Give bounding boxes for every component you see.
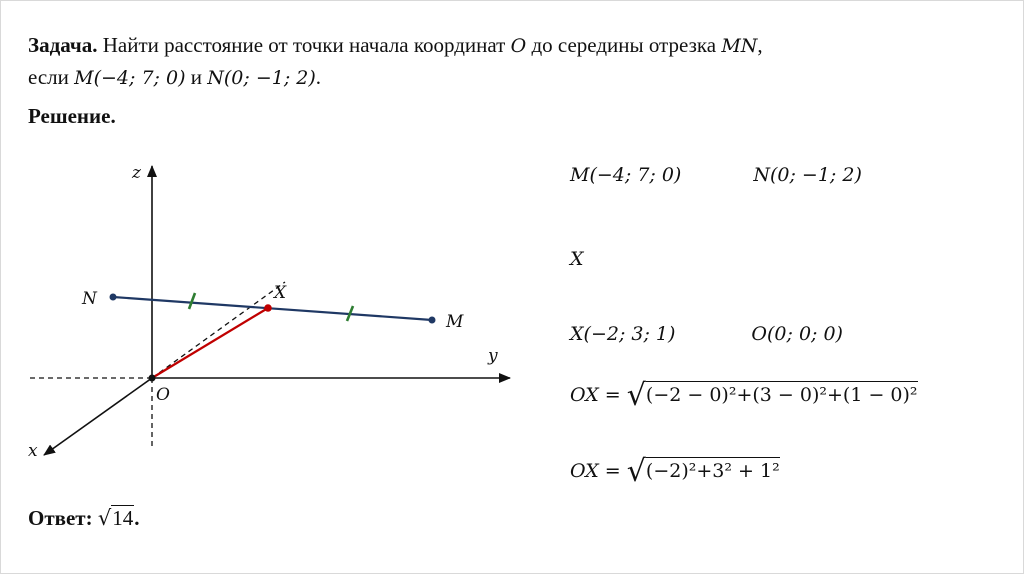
- sqrt-sign: √: [97, 506, 112, 530]
- point-o: [149, 375, 156, 382]
- segment-mn: [113, 297, 432, 320]
- eq-point-o: O(0; 0; 0): [751, 323, 843, 345]
- problem-point-m: M(−4; 7; 0): [74, 67, 186, 89]
- eq4-lhs: OX =: [570, 384, 627, 406]
- point-m: [429, 317, 436, 324]
- problem-text-5: и: [185, 65, 208, 89]
- sqrt-sign: √: [626, 454, 646, 489]
- eq-point-x: X(−2; 3; 1): [570, 323, 676, 345]
- equation-line-1: [570, 164, 862, 186]
- eq5-radicand: (−2)²+3² + 1²: [646, 457, 780, 482]
- label-axis-y: y: [488, 346, 498, 366]
- equation-line-5: [570, 454, 780, 489]
- label-point-m: M: [446, 312, 464, 332]
- equation-line-4: [570, 378, 918, 413]
- eq4-radicand: (−2 − 0)²+(3 − 0)²+(1 − 0)²: [646, 381, 918, 406]
- point-x: [264, 304, 272, 312]
- eq-midpoint-label: X: [570, 248, 584, 270]
- eq-point-n: N(0; −1; 2): [753, 164, 862, 186]
- problem-point-n: N(0; −1; 2): [207, 67, 316, 89]
- label-origin: O: [156, 385, 170, 405]
- eq-point-m: M(−4; 7; 0): [570, 164, 682, 186]
- answer-label: Ответ:: [28, 506, 98, 530]
- equation-line-2: [570, 248, 584, 270]
- sqrt-sign: √: [626, 378, 646, 413]
- tick-mark-nx: [189, 293, 195, 309]
- x-axis: [44, 378, 152, 455]
- label-axis-z: z: [132, 163, 141, 183]
- problem-segment: MN: [721, 35, 758, 57]
- answer-end: .: [134, 506, 140, 530]
- problem-text-1: Найти расстояние от точки начала координат: [97, 33, 511, 57]
- problem-text-3: ,: [757, 33, 763, 57]
- ox-dashed-extension: [152, 282, 285, 378]
- point-n: [110, 294, 117, 301]
- problem-text-4: если: [28, 65, 75, 89]
- solution-heading: Решение.: [28, 104, 116, 128]
- answer: [28, 506, 140, 531]
- equation-line-3: [570, 323, 843, 345]
- eq5-lhs: OX =: [570, 460, 627, 482]
- answer-radicand: 14: [112, 506, 134, 530]
- problem-text-6: .: [315, 65, 322, 89]
- label-axis-x: x: [28, 441, 38, 461]
- label-point-x: X: [274, 283, 287, 303]
- label-point-n: N: [82, 289, 97, 309]
- problem-heading: Задача.: [28, 33, 98, 57]
- problem-point-o: O: [510, 35, 527, 57]
- segment-ox: [152, 308, 268, 378]
- problem-text-2: до середины отрезка: [526, 33, 722, 57]
